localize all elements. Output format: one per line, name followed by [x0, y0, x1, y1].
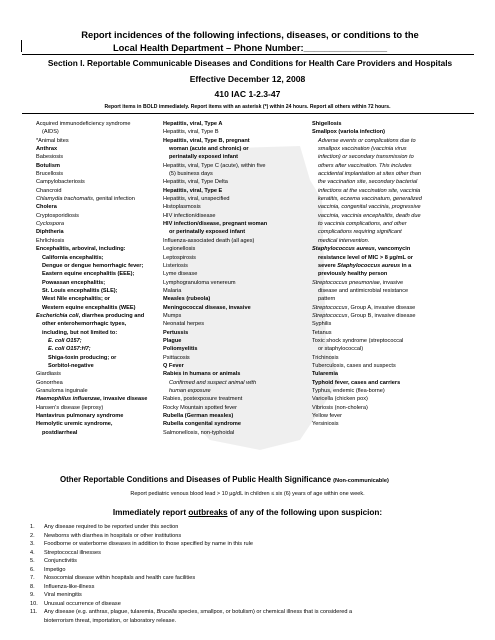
disease-entry: Meningococcal disease, invasive: [163, 304, 251, 311]
outbreak-list-item: [30, 617, 470, 626]
disease-entry: Cyclospora: [36, 221, 64, 228]
disease-entry: (5) business days: [169, 171, 213, 178]
disease-entry: the vaccination site, secondary bacterial: [318, 179, 418, 186]
disease-column-1: [36, 120, 162, 437]
disease-entry: medical intervention.: [318, 237, 370, 244]
outbreak-list: [30, 523, 470, 625]
list-text: Newborns with diarrhea in hospitals or other institutions: [44, 532, 182, 539]
disease-entry: Western equine encephalitis (WEE): [42, 304, 136, 311]
disease-entry: Hemolytic uremic syndrome,: [36, 421, 113, 428]
list-number: 9.: [30, 592, 35, 598]
list-number: 8.: [30, 583, 35, 590]
disease-entry: Babesiosis: [36, 154, 64, 161]
disease-entry: other enterohemorrhagic types,: [42, 321, 127, 328]
outbreak-list-item: [30, 557, 470, 566]
disease-entry: E. coli O157;: [48, 337, 82, 344]
disease-entry: or staphylococcal): [318, 346, 364, 353]
disease-entry: previously healthy person: [318, 271, 388, 278]
disease-entry: Smallpox (variola infection): [312, 129, 386, 136]
disease-entry: Malaria: [163, 287, 182, 294]
divider-mid: [22, 113, 474, 114]
disease-entry: Adverse events or complications due to: [318, 137, 416, 144]
header-line-1: Report incidences of the following infections, diseases, or conditions to the: [81, 29, 419, 40]
iac-reference: 410 IAC 1-2.3-47: [214, 89, 281, 99]
disease-entry: smallpox vaccination (vaccinia virus: [318, 146, 407, 153]
disease-entry: E. coli O157:H7;: [48, 346, 91, 353]
disease-entry: Mumps: [163, 312, 182, 319]
disease-column-3: [312, 120, 468, 429]
other-conditions-title: [60, 475, 389, 484]
disease-entry: Rabies in humans or animals: [163, 371, 241, 378]
disease-entry: Histoplasmosis: [163, 204, 201, 211]
disease-entry: Rubella (German measles): [163, 413, 234, 420]
disease-entry: Cryptosporidiosis: [36, 212, 79, 219]
disease-entry: Yellow fever: [312, 413, 342, 420]
disease-entry: Hantavirus pulmonary syndrome: [36, 413, 124, 420]
disease-entry: Streptococcus, Group A, invasive disease: [312, 304, 416, 311]
disease-entry: Salmonellosis, non-typhoidal: [163, 429, 235, 436]
list-number: [30, 617, 44, 626]
outbreak-heading: [0, 508, 495, 517]
disease-entry: Typhoid fever, cases and carriers: [312, 379, 401, 386]
disease-entry: vaccinia, congenital vaccinia, progressive: [318, 204, 421, 211]
disease-entry: Botulism: [36, 162, 60, 169]
outbreak-list-item: [30, 549, 470, 558]
disease-entry: (AIDS): [42, 129, 59, 136]
header-line-2: Local Health Department – Phone Number:________________: [112, 42, 388, 53]
disease-entry: Hepatitis, viral, Type B: [163, 129, 219, 136]
disease-entry: Tuberculosis, cases and suspects: [312, 362, 396, 369]
disease-entry: *Animal bites: [36, 137, 69, 144]
disease-entry: Hepatitis, viral, Type A: [163, 121, 223, 127]
effective-date: Effective December 12, 2008: [189, 74, 306, 84]
disease-entry: Gonorrhea: [36, 379, 63, 386]
disease-entry: Tularemia: [312, 371, 339, 378]
disease-entry: Chancroid: [36, 187, 62, 194]
disease-entry: Eastern equine encephalitis (EEE);: [42, 271, 135, 278]
disease-entry: others after vaccination. This includes: [318, 162, 412, 169]
outbreak-list-item: [30, 600, 470, 609]
disease-entry: Psittacosis: [163, 354, 190, 361]
disease-entry: St. Louis encephalitis (SLE);: [42, 287, 118, 294]
disease-entry: Shigellosis: [312, 121, 342, 127]
list-number: 11.: [30, 609, 38, 615]
outbreak-heading-underlined: outbreaks: [188, 508, 228, 517]
disease-entry: Acquired immunodeficiency syndrome: [36, 121, 131, 127]
disease-entry: infections at the vaccination site, vaccinia: [318, 187, 421, 194]
list-text: Any disease required to be reported under this section: [44, 524, 179, 530]
disease-entry: Typhus, endemic (flea-borne): [312, 388, 385, 394]
list-text: bioterrorism threat, importation, or laboratory release.: [44, 617, 177, 624]
disease-entry: West Nile encephalitis; or: [42, 296, 110, 303]
list-text: Foodborne or waterborne diseases in addition to those specified by name in this rule: [44, 541, 253, 547]
list-number: 2.: [30, 532, 35, 539]
disease-entry: perinatally exposed infant: [169, 154, 239, 161]
outbreak-list-item: [30, 591, 470, 600]
disease-entry: Poliomyelitis: [163, 346, 198, 353]
disease-entry: Tetanus: [312, 329, 332, 336]
disease-entry: resistance level of MIC > 8 µg/mL or: [318, 254, 413, 261]
disease-entry: Trichinosis: [312, 354, 339, 361]
disease-entry: Campylobacteriosis: [36, 179, 85, 186]
disease-entry: postdiarrheal: [42, 429, 78, 436]
disease-entry: Chlamydia trachomatis, genital infection: [36, 196, 135, 203]
outbreak-heading-post: of any of the following upon suspicion:: [227, 508, 383, 517]
list-number: 5.: [30, 558, 35, 564]
outbreak-list-item: [30, 583, 470, 592]
list-text: Impetigo: [44, 566, 66, 573]
list-text: Influenza-like-illness: [44, 583, 95, 590]
disease-entry: Shiga-toxin producing; or: [48, 354, 117, 361]
outbreak-heading-pre: Immediately report: [112, 508, 189, 517]
divider-top: [22, 54, 474, 55]
disease-entry: including, but not limited to:: [42, 329, 118, 336]
disease-entry: Escherichia coli, diarrhea producing and: [36, 312, 145, 319]
list-text: Unusual occurrence of disease: [44, 600, 121, 607]
disease-entry: Streptococcus, Group B, invasive disease: [312, 312, 416, 319]
outbreak-list-item: [30, 540, 470, 549]
disease-entry: Yersiniosis: [312, 421, 339, 428]
list-text: Nosocomial disease within hospitals and health care facilities: [44, 575, 196, 581]
disease-entry: woman (acute and chronic) or: [169, 146, 249, 153]
disease-entry: Rabies, postexposure treatment: [163, 396, 243, 403]
disease-entry: Brucellosis: [36, 171, 64, 178]
disease-entry: Haemophilus influenzae, invasive disease: [36, 396, 148, 403]
disease-entry: Granuloma inguinale: [36, 388, 88, 394]
disease-entry: Lyme disease: [163, 271, 198, 278]
disease-entry: Confirmed and suspect animal with: [169, 379, 257, 386]
disease-entry: Encephalitis, arboviral, including:: [36, 246, 126, 253]
disease-entry: Hepatitis, viral, Type E: [163, 187, 223, 194]
list-text: Conjunctivitis: [44, 558, 77, 564]
disease-entry: severe Staphylococcus aureus in a: [318, 262, 412, 269]
disease-entry: Ehrlichiosis: [36, 237, 65, 244]
list-number: 3.: [30, 541, 35, 547]
disease-entry: Lymphogranuloma venereum: [163, 279, 236, 286]
disease-entry: Neonatal herpes: [163, 321, 205, 328]
disease-entry: Hepatitis, viral, unspecified: [163, 196, 230, 203]
disease-entry: Dengue or dengue hemorrhagic fever;: [42, 262, 144, 269]
disease-entry: California encephalitis;: [42, 254, 104, 261]
disease-entry: Rocky Mountain spotted fever: [163, 404, 237, 411]
outbreak-list-item: [30, 574, 470, 583]
disease-entry: keratitis, eczema vaccinatum, generalized: [318, 196, 422, 203]
list-number: 4.: [30, 549, 35, 556]
disease-entry: disease and antimicrobial resistance: [318, 287, 409, 294]
report-instruction: Report items in BOLD immediately. Report items with an asterisk (*) within 24 hours. Report all others within 72 hours.: [104, 104, 391, 110]
disease-entry: Plague: [163, 337, 182, 344]
list-text: Viral meningitis: [44, 592, 82, 598]
disease-entry: Vibriosis (non-cholera): [312, 404, 368, 411]
disease-entry: Anthrax: [36, 146, 58, 153]
other-title-text: Other Reportable Conditions and Diseases of Public Health Significance: [60, 475, 331, 484]
disease-entry: human exposure: [169, 388, 211, 394]
disease-entry: Hansen's disease (leprosy): [36, 404, 104, 411]
margin-bar: [21, 40, 22, 52]
outbreak-list-item: [30, 566, 470, 575]
list-number: 10.: [30, 600, 38, 607]
disease-entry: Legionellosis: [163, 246, 196, 253]
section-title: Section I. Reportable Communicable Diseases and Conditions for Health Care Providers and Hospitals: [47, 58, 453, 68]
disease-entry: complications requiring significant: [318, 229, 402, 236]
disease-entry: Influenza-associated death (all ages): [163, 237, 255, 244]
disease-entry: Rubella congenital syndrome: [163, 421, 242, 428]
disease-entry: Hepatitis, viral, Type B, pregnant: [163, 137, 250, 144]
disease-entry: Sorbitol-negative: [48, 362, 94, 369]
list-text: Streptococcal illnesses: [44, 549, 101, 556]
disease-entry: Leptospirosis: [163, 254, 196, 261]
outbreak-list-item: [30, 523, 470, 532]
disease-entry: infection) or secondary transmission to: [318, 154, 414, 161]
other-title-note: (Non-communicable): [333, 478, 389, 484]
disease-entry: Cholera: [36, 204, 57, 211]
blood-lead-note: Report pediatric venous blood lead > 10 µg/dL in children ≤ six (6) years of age within one week.: [130, 491, 365, 497]
disease-entry: vaccinia, vaccinia encephalitis, death due: [318, 212, 421, 219]
outbreak-list-item: [30, 608, 470, 617]
disease-entry: accidental implantation at sites other than: [318, 171, 421, 178]
list-number: 7.: [30, 575, 35, 581]
disease-entry: Syphilis: [312, 321, 332, 328]
disease-entry: or perinatally exposed infant: [169, 229, 246, 236]
disease-entry: Varicella (chicken pox): [312, 396, 368, 403]
disease-entry: Pertussis: [163, 329, 189, 336]
list-number: 1.: [30, 524, 35, 530]
disease-entry: Diphtheria: [36, 229, 64, 236]
disease-entry: pattern: [318, 296, 336, 303]
disease-entry: Measles (rubeola): [163, 296, 211, 303]
disease-entry: to vaccinia complications, and other: [318, 221, 407, 228]
disease-column-2: [163, 120, 285, 437]
disease-entry: Giardiasis: [36, 371, 61, 378]
disease-entry: Listeriosis: [163, 262, 188, 269]
disease-entry: Streptococcus pneumoniae, invasive: [312, 279, 404, 286]
disease-entry: Hepatitis, viral, Type Delta: [163, 179, 228, 186]
disease-entry: Toxic shock syndrome (streptococcal: [312, 337, 404, 344]
disease-entry: Powassan encephalitis;: [42, 279, 106, 286]
disease-entry: Q Fever: [163, 362, 184, 369]
list-text: Any disease (e.g. anthrax, plague, tularemia, Brucella species, smallpox, or botulism) or chemical illness that is considered a: [44, 609, 353, 615]
disease-entry: Hepatitis, viral, Type C (acute), within five: [163, 162, 266, 169]
disease-entry: HIV infection/disease, pregnant woman: [163, 221, 268, 228]
disease-entry: HIV infection/disease: [163, 212, 216, 219]
list-number: 6.: [30, 566, 35, 573]
disease-entry: Staphylococcus aureus, vancomycin: [312, 246, 411, 253]
outbreak-list-item: [30, 532, 470, 541]
